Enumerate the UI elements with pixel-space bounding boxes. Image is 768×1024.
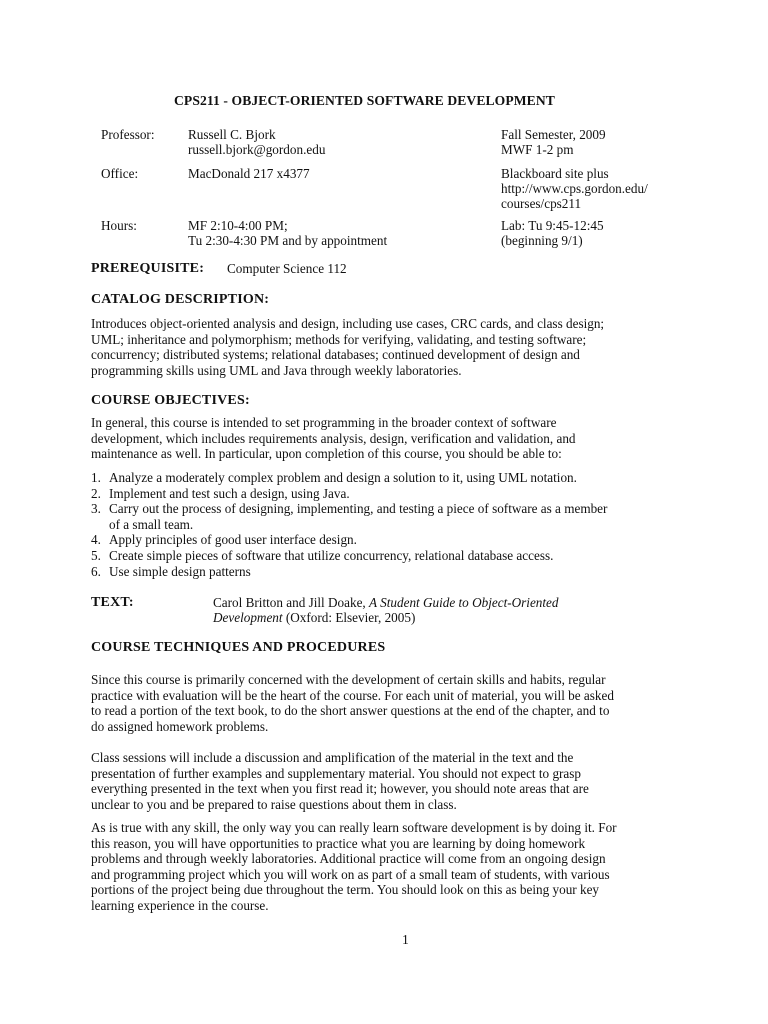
professor-email: russell.bjork@gordon.edu [188,142,326,157]
hours-line-2: Tu 2:30-4:30 PM and by appointment [188,233,388,248]
course-title: CPS211 - OBJECT-ORIENTED SOFTWARE DEVELOPMENT [174,93,555,108]
techniques-paragraph-2 [91,750,681,812]
objectives-list [91,470,607,579]
objective-number: 3. [91,501,101,517]
lab-line-2: (beginning 9/1) [501,233,583,248]
site-line-1: Blackboard site plus [501,166,609,181]
paragraph-line: As is true with any skill, the only way you can really learn software development is by doing it. For [91,820,617,835]
paragraph-line: presentation of further examples and supplementary material. You should not expect to grasp [91,765,582,781]
objective-text: Create simple pieces of software that utilize concurrency, relational database access. [109,547,554,563]
objective-item [91,548,607,564]
text-label: TEXT: [91,595,134,610]
paragraph-line: unclear to you and be prepared to raise questions about them in class. [91,796,457,812]
textbook-citation-line-2 [213,610,415,626]
techniques-paragraph-3 [91,820,681,914]
techniques-paragraph-1 [91,672,681,734]
textbook-citation-line-1 [213,595,559,611]
hours-line-1: MF 2:10-4:00 PM; [188,218,288,233]
objective-number: 5. [91,547,101,563]
site-url-line-2: courses/cps211 [501,196,582,211]
paragraph-line: Class sessions will include a discussion and amplification of the material in the text and the [91,750,574,765]
catalog-line: programming skills using UML and Java through weekly laboratories. [91,362,462,378]
textbook-title-part-1: A Student Guide to Object-Oriented [369,595,559,610]
professor-name: Russell C. Bjork [188,127,276,142]
page-number: 1 [402,932,409,947]
objective-item [91,532,607,548]
techniques-heading: COURSE TECHNIQUES AND PROCEDURES [91,640,386,655]
paragraph-line: problems and through weekly laboratories. Additional practice will come from an ongoing design [91,851,606,867]
textbook-title-part-2: Development [213,610,283,625]
textbook-publisher: (Oxford: Elsevier, 2005) [282,610,416,625]
objectives-heading: COURSE OBJECTIVES: [91,393,250,408]
office-label: Office: [101,166,139,181]
objective-text: Carry out the process of designing, implementing, and testing a piece of software as a member [109,501,608,517]
catalog-line: concurrency; distributed systems; relational databases; continued development of design and [91,347,580,363]
paragraph-line: this reason, you will have opportunities to practice what you are learning by doing homework [91,835,586,851]
semester: Fall Semester, 2009 [501,127,606,142]
catalog-line: UML; inheritance and polymorphism; methods for verifying, validating, and testing software; [91,331,587,347]
lab-line-1: Lab: Tu 9:45-12:45 [501,218,604,233]
hours-label: Hours: [101,218,137,233]
catalog-heading: CATALOG DESCRIPTION: [91,292,270,307]
objective-text-continued: of a small team. [109,516,194,532]
catalog-line: Introduces object-oriented analysis and design, including use cases, CRC cards, and class design; [91,316,605,331]
objective-number: 6. [91,563,101,579]
objective-number: 4. [91,532,101,548]
objectives-intro [91,415,681,462]
objective-item [91,501,607,532]
objective-text: Apply principles of good user interface design. [109,532,357,548]
paragraph-line: portions of the project being due throughout the term. You should look on this as being your key [91,882,600,898]
objective-text: Implement and test such a design, using Java. [109,485,350,501]
paragraph-line: practice with evaluation will be the heart of the course. For each unit of material, you will be asked [91,687,614,703]
objective-text: Analyze a moderately complex problem and design a solution to it, using UML notation. [109,470,577,485]
paragraph-line: everything presented in the text when you first read it; however, you should note areas that are [91,781,589,797]
objective-number: 2. [91,485,101,501]
objective-item [91,486,607,502]
objectives-intro-line: In general, this course is intended to set programming in the broader context of software [91,415,557,430]
paragraph-line: learning experience in the course. [91,897,269,913]
paragraph-line: Since this course is primarily concerned with the development of certain skills and habits, regular [91,672,606,687]
site-url-line-1: http://www.cps.gordon.edu/ [501,181,648,196]
paragraph-line: do assigned homework problems. [91,718,269,734]
textbook-authors: Carol Britton and Jill Doake, [213,595,370,610]
class-schedule: MWF 1-2 pm [501,142,574,157]
prerequisite-label: PREREQUISITE: [91,261,205,276]
office-value: MacDonald 217 x4377 [188,166,310,181]
objective-item [91,564,607,580]
objective-text: Use simple design patterns [109,563,251,579]
paragraph-line: to read a portion of the text book, to do the short answer questions at the end of the chapter, and to [91,703,610,719]
paragraph-line: and programming project which you will work on as part of a small team of students, with various [91,866,610,882]
catalog-description [91,316,681,378]
objective-number: 1. [91,470,101,485]
objectives-intro-line: development, which includes requirements analysis, design, verification and validation, and [91,430,576,446]
professor-label: Professor: [101,127,155,142]
prerequisite-value: Computer Science 112 [227,261,347,276]
objective-item [91,470,607,486]
objectives-intro-line: maintenance as well. In particular, upon completion of this course, you should be able to: [91,446,562,462]
